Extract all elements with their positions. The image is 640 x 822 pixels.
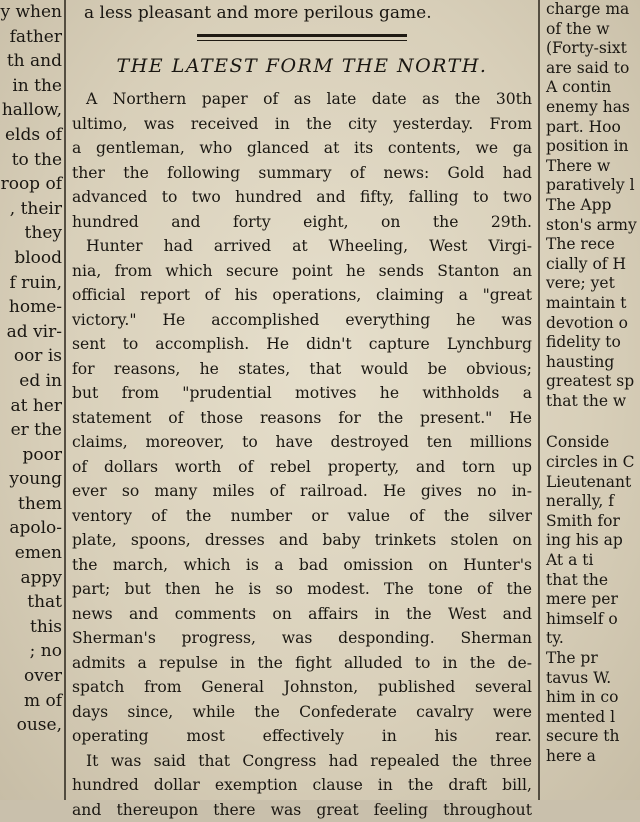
article-line: It was said that Congress had repealed the three — [72, 749, 532, 774]
intro-line: a less pleasant and more perilous game. — [68, 0, 536, 26]
right-fragment: A contin — [542, 78, 640, 98]
article-line: hundred and forty eight, on the 29th. — [72, 210, 532, 235]
main-column — [68, 0, 536, 800]
left-fragment: er the — [0, 418, 66, 443]
article-line: ever so many miles of railroad. He gives no in- — [72, 479, 532, 504]
article-line: the march, which is a bad omission on Hunter's — [72, 553, 532, 578]
left-fragment: they — [0, 221, 66, 246]
right-fragment: mere per — [542, 590, 640, 610]
right-fragment: (Forty-sixt — [542, 39, 640, 59]
article-line: days since, while the Confederate cavalry were — [72, 700, 532, 725]
article-line: hundred dollar exemption clause in the draft bill, — [72, 773, 532, 798]
left-fragment: f ruin, — [0, 271, 66, 296]
article-line: part; but then he is so modest. The tone of the — [72, 577, 532, 602]
article-line: ventory of the number or value of the silver — [72, 504, 532, 529]
right-column — [542, 0, 640, 800]
left-fragment: blood — [0, 246, 66, 271]
right-fragment: that the — [542, 571, 640, 591]
article-paragraph — [72, 749, 532, 822]
right-fragment: part. Hoo — [542, 118, 640, 138]
right-fragment: ston's army — [542, 216, 640, 236]
article-line: spatch from General Johnston, published several — [72, 675, 532, 700]
article-line: for reasons, he states, that would be obvious; — [72, 357, 532, 382]
left-fragment: them — [0, 492, 66, 517]
left-fragment: hallow, — [0, 98, 66, 123]
left-fragment: emen — [0, 541, 66, 566]
right-fragment: fidelity to — [542, 333, 640, 353]
left-fragment: appy — [0, 566, 66, 591]
article-headline: THE LATEST FORM THE NORTH. — [68, 55, 536, 77]
right-fragment: Conside — [542, 433, 640, 453]
left-fragment: th and — [0, 49, 66, 74]
article-line: statement of those reasons for the present." He — [72, 406, 532, 431]
article-line: a gentleman, who glanced at its contents, we ga — [72, 136, 532, 161]
right-fragment: devotion o — [542, 314, 640, 334]
article-line: Sherman's progress, was desponding. Sherman — [72, 626, 532, 651]
article-line: of dollars worth of rebel property, and torn up — [72, 455, 532, 480]
right-fragment: paratively l — [542, 176, 640, 196]
article-line: claims, moreover, to have destroyed ten millions — [72, 430, 532, 455]
left-column-fragments — [0, 0, 66, 738]
article-line: operating most effectively in his rear. — [72, 724, 532, 749]
left-fragment: to the — [0, 148, 66, 173]
article-line: plate, spoons, dresses and baby trinkets stolen on — [72, 528, 532, 553]
right-fragment: Lieutenant — [542, 473, 640, 493]
right-fragment: charge ma — [542, 0, 640, 20]
left-fragment: this — [0, 615, 66, 640]
left-fragment: father — [0, 25, 66, 50]
left-fragment: oor is — [0, 344, 66, 369]
right-fragment: At a ti — [542, 551, 640, 571]
right-fragment: ty. — [542, 629, 640, 649]
left-fragment: in the — [0, 74, 66, 99]
column-rule-right — [538, 0, 540, 800]
left-fragment: that — [0, 590, 66, 615]
article-body — [68, 87, 536, 822]
article-line: admits a repulse in the fight alluded to in the de- — [72, 651, 532, 676]
left-fragment: home- — [0, 295, 66, 320]
left-fragment: roop of — [0, 172, 66, 197]
article-line: nia, from which secure point he sends Stanton an — [72, 259, 532, 284]
left-fragment: ed in — [0, 369, 66, 394]
left-fragment: ; no — [0, 639, 66, 664]
right-fragment: There w — [542, 157, 640, 177]
right-fragment: cially of H — [542, 255, 640, 275]
left-fragment: apolo- — [0, 516, 66, 541]
left-fragment: ouse, — [0, 713, 66, 738]
article-line: A Northern paper of as late date as the 30th — [72, 87, 532, 112]
left-fragment: elds of — [0, 123, 66, 148]
left-fragment: m of — [0, 689, 66, 714]
article-paragraph — [72, 234, 532, 749]
right-fragment: secure th — [542, 727, 640, 747]
right-fragment: here a — [542, 747, 640, 767]
decorative-rule — [197, 34, 407, 41]
article-line: ther the following summary of news: Gold had — [72, 161, 532, 186]
right-fragment: Smith for — [542, 512, 640, 532]
article-line: victory." He accomplished everything he was — [72, 308, 532, 333]
left-fragment: young — [0, 467, 66, 492]
right-fragment: that the w — [542, 392, 640, 412]
article-line: ultimo, was received in the city yesterday. From — [72, 112, 532, 137]
right-fragment: him in co — [542, 688, 640, 708]
right-fragment: The pr — [542, 649, 640, 669]
right-fragment: mented l — [542, 708, 640, 728]
right-column-fragments — [542, 0, 640, 767]
right-fragment: enemy has — [542, 98, 640, 118]
right-fragment: maintain t — [542, 294, 640, 314]
article-line: but from "prudential motives he withholds a — [72, 381, 532, 406]
article-line: sent to accomplish. He didn't capture Lynchburg — [72, 332, 532, 357]
article-line: news and comments on affairs in the West and — [72, 602, 532, 627]
right-fragment: The rece — [542, 235, 640, 255]
right-fragment: ing his ap — [542, 531, 640, 551]
article-paragraph — [72, 87, 532, 234]
right-fragment: are said to — [542, 59, 640, 79]
right-fragment: of the w — [542, 20, 640, 40]
left-fragment: ad vir- — [0, 320, 66, 345]
right-fragment — [542, 411, 640, 433]
right-fragment: himself o — [542, 610, 640, 630]
right-fragment: greatest sp — [542, 372, 640, 392]
left-fragment: , their — [0, 197, 66, 222]
right-fragment: circles in C — [542, 453, 640, 473]
article-line: Hunter had arrived at Wheeling, West Virgi- — [72, 234, 532, 259]
right-fragment: The App — [542, 196, 640, 216]
article-line: and thereupon there was great feeling throughout — [72, 798, 532, 822]
left-fragment: over — [0, 664, 66, 689]
right-fragment: position in — [542, 137, 640, 157]
article-line: advanced to two hundred and fifty, falling to two — [72, 185, 532, 210]
right-fragment: tavus W. — [542, 669, 640, 689]
left-fragment: y when — [0, 0, 66, 25]
left-column — [0, 0, 66, 800]
right-fragment: hausting — [542, 353, 640, 373]
article-line: official report of his operations, claiming a "great — [72, 283, 532, 308]
left-fragment: poor — [0, 443, 66, 468]
right-fragment: nerally, f — [542, 492, 640, 512]
right-fragment: vere; yet — [542, 274, 640, 294]
left-fragment: at her — [0, 394, 66, 419]
